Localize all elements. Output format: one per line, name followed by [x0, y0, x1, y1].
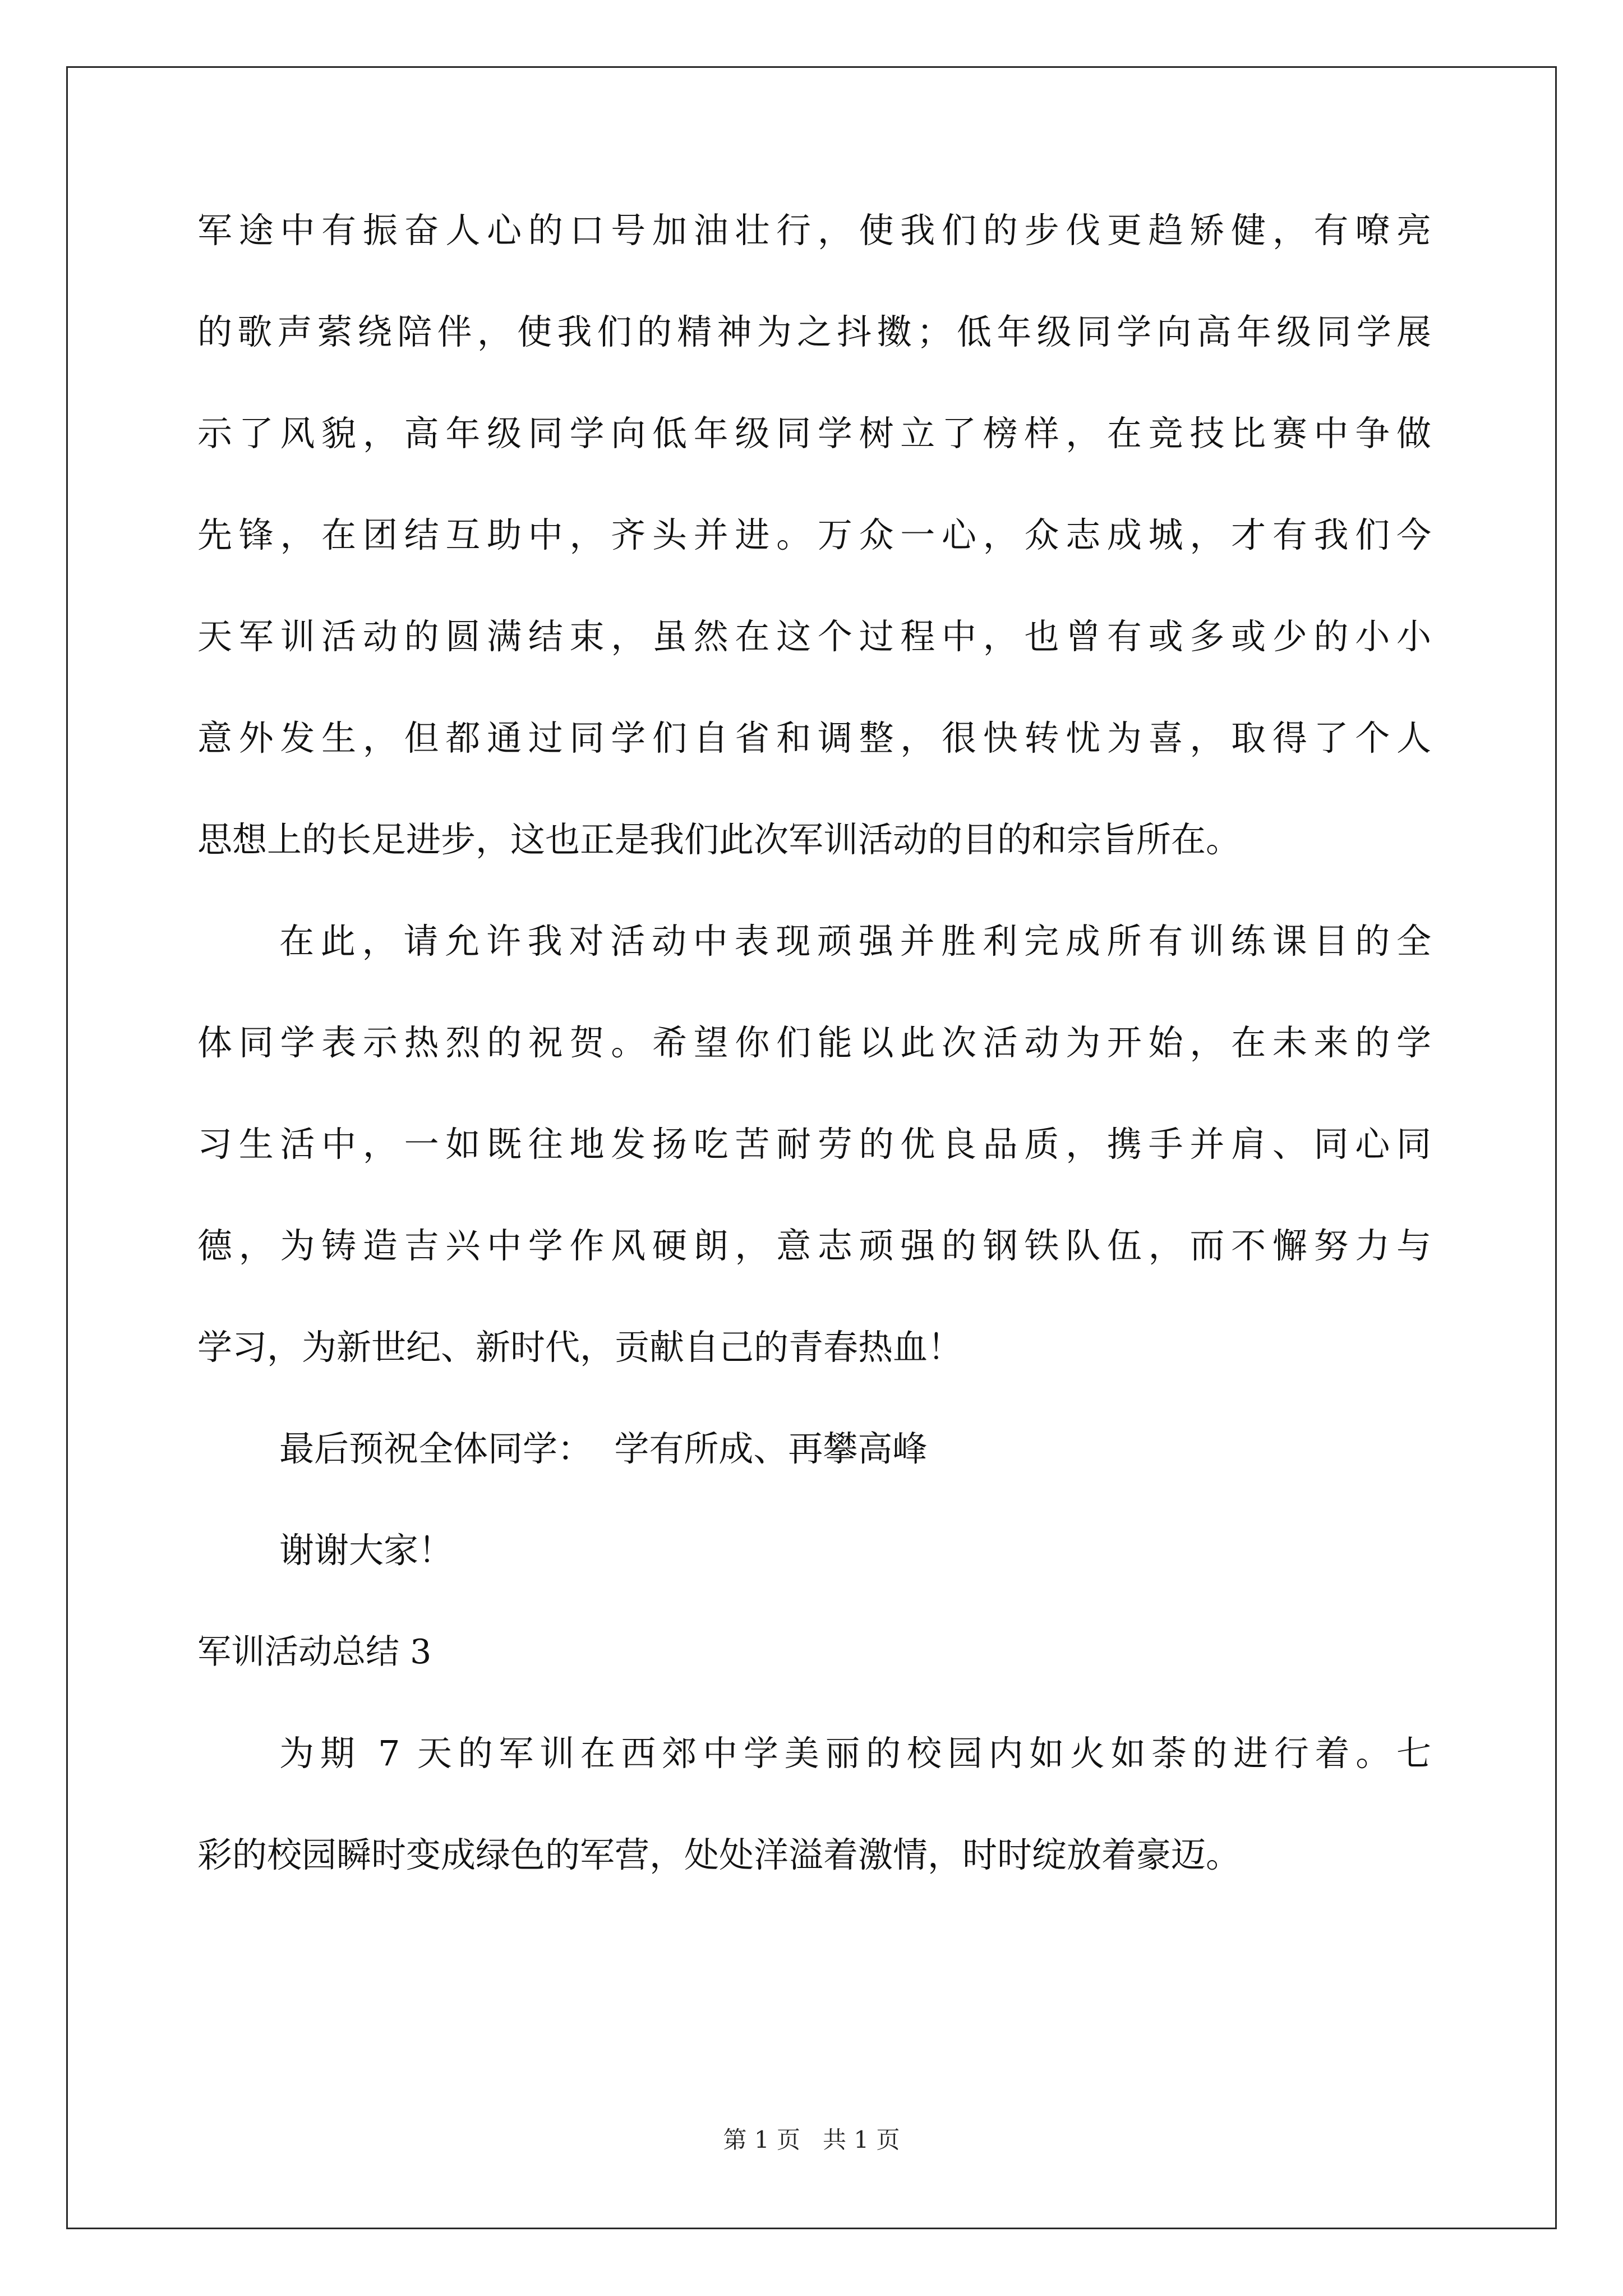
body-line: 德，为铸造吉兴中学作风硬朗，意志顽强的钢铁队伍，而不懈努力与 — [197, 1225, 1431, 1266]
page-footer: 第 1 页 共 1 页 — [723, 2126, 900, 2154]
paragraph-first-line: 在此，请允许我对活动中表现顽强并胜利完成所有训练课目的全 — [279, 921, 1431, 961]
body-line: 先锋，在团结互助中，齐头并进。万众一心，众志成城，才有我们今 — [197, 514, 1431, 555]
body-line: 天军训活动的圆满结束，虽然在这个过程中，也曾有或多或少的小小 — [197, 616, 1431, 657]
paragraph-first-line: 为期 7 天的军训在西郊中学美丽的校园内如火如荼的进行着。七 — [279, 1733, 1431, 1774]
body-line: 的歌声萦绕陪伴，使我们的精神为之抖擞；低年级同学向高年级同学展 — [197, 311, 1431, 352]
body-line: 军途中有振奋人心的口号加油壮行，使我们的步伐更趋矫健，有嘹亮 — [197, 210, 1431, 251]
body-line: 体同学表示热烈的祝贺。希望你们能以此次活动为开始，在未来的学 — [197, 1022, 1431, 1063]
body-line: 示了风貌，高年级同学向低年级同学树立了榜样，在竞技比赛中争做 — [197, 413, 1431, 454]
body-line: 彩的校园瞬时变成绿色的军营，处处洋溢着激情，时时绽放着豪迈。 — [197, 1834, 1241, 1875]
body-line: 学习，为新世纪、新时代，贡献自己的青春热血！ — [197, 1327, 963, 1368]
body-line: 意外发生，但都通过同学们自省和调整，很快转忧为喜，取得了个人 — [197, 717, 1431, 758]
body-line: 习生活中，一如既往地发扬吃苦耐劳的优良品质，携手并肩、同心同 — [197, 1124, 1431, 1165]
body-line: 思想上的长足进步，这也正是我们此次军训活动的目的和宗旨所在。 — [197, 819, 1241, 860]
section-heading: 军训活动总结 3 — [197, 1632, 432, 1672]
closing-wish: 最后预祝全体同学： 学有所成、再攀高峰 — [279, 1428, 928, 1469]
document-body — [197, 210, 1431, 1939]
closing-thanks: 谢谢大家！ — [279, 1530, 454, 1571]
